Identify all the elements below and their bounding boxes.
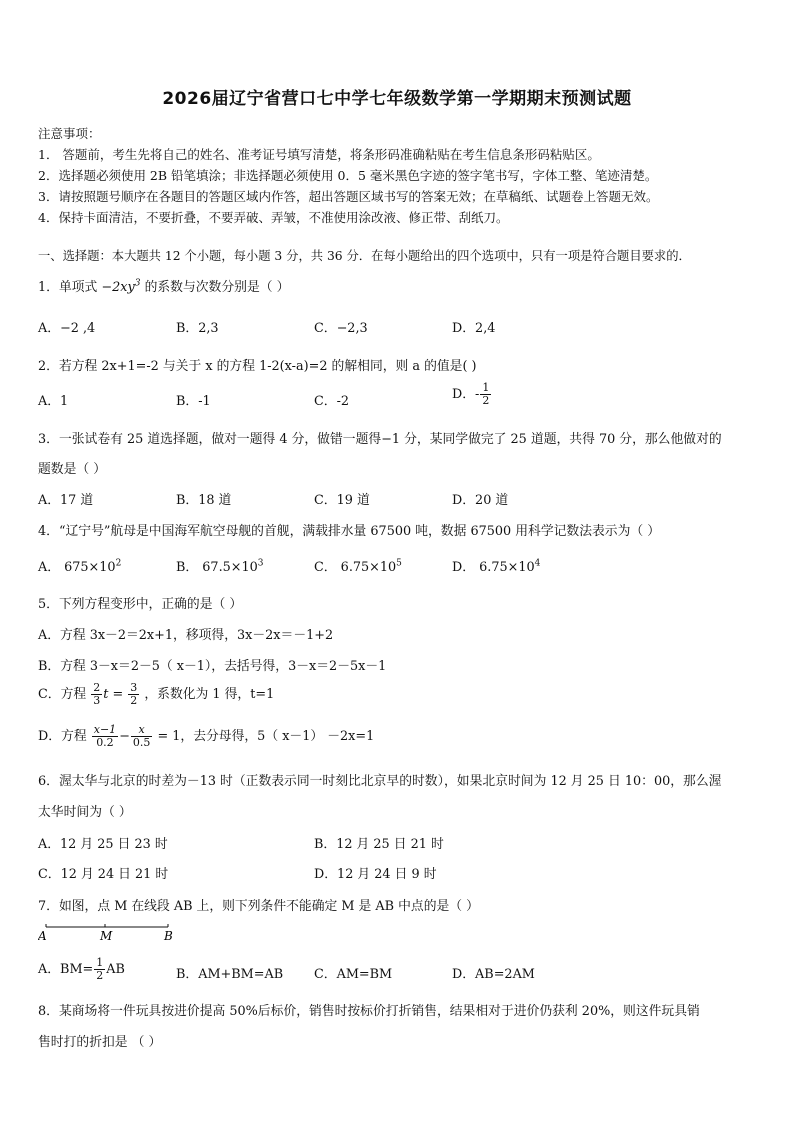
q5-d-n1: x−1	[93, 723, 117, 736]
question-2: 2．若方程 2x+1=-2 与关于 x 的方程 1-2(x-a)=2 的解相同，则 a 的值是( )	[38, 359, 477, 374]
q4-a-exp: 2	[115, 558, 122, 569]
q7-a-post: AB	[106, 962, 125, 977]
q4-option-d	[452, 556, 540, 575]
q5-c-frac-2	[128, 682, 139, 707]
question-3-line-1: 3．一张试卷有 25 道选择题，做对一题得 4 分，做错一题得−1 分，某同学做完了 25 道题，共得 70 分，那么他做对的	[38, 432, 722, 447]
q2-frac-den: 2	[482, 394, 490, 407]
q7-a-pre: A．BM=	[38, 962, 94, 977]
q2-fraction	[480, 382, 491, 407]
q7-option-a	[38, 957, 125, 982]
q7-a-den: 2	[96, 969, 104, 982]
q5-c-pre: C．方程	[38, 687, 87, 702]
notice-item-1: 1． 答题前，考生先将自己的姓名、准考证号填写清楚，将条形码准确粘贴在考生信息条形码粘贴区。	[38, 147, 600, 162]
q7-option-d: D．AB=2AM	[452, 967, 535, 982]
q6-option-b: B．12 月 25 日 21 时	[314, 837, 444, 852]
q5-c-d1: 3	[93, 694, 101, 707]
notice-item-3: 3．请按照题号顺序在各题目的答题区域内作答，超出答题区域书写的答案无效；在草稿纸、试题卷上答题无效。	[38, 189, 659, 204]
question-1	[38, 276, 289, 295]
q5-d-d2: 0.5	[132, 736, 151, 749]
q5-c-post: ，系数化为 1 得，t=1	[144, 687, 275, 702]
q2-option-b: B．-1	[176, 394, 211, 409]
q5-c-frac-1	[91, 682, 102, 707]
q5-d-post: = 1，去分母得，5（ x－1） －2x=1	[157, 729, 375, 744]
label-b: B	[164, 929, 173, 942]
q5-option-c	[38, 682, 274, 707]
q4-c-base: 6.75×10	[340, 560, 397, 575]
q5-c-t: t =	[103, 687, 124, 702]
q6-option-d: D．12 月 24 日 9 时	[314, 867, 437, 882]
q1-option-a: A．−2 ,4	[38, 321, 96, 336]
q6-option-c: C．12 月 24 日 21 时	[38, 867, 169, 882]
q7-a-frac	[94, 957, 105, 982]
q1-coef: −2	[101, 280, 121, 295]
q7-a-num: 1	[96, 956, 104, 969]
q1-exp: 3	[134, 278, 141, 289]
q5-c-n2: 3	[130, 681, 138, 694]
section-heading: 一、选择题：本大题共 12 个小题，每小题 3 分，共 36 分．在每小题给出的四个选项中，只有一项是符合题目要求的．	[38, 249, 691, 263]
q4-b-label: B．	[176, 560, 199, 575]
q5-d-d1: 0.2	[96, 736, 114, 749]
question-3-line-2: 题数是（ ）	[38, 462, 107, 477]
question-4: 4．“辽宁号”航母是中国海军航空母舰的首舰，满载排水量 67500 吨，数据 67500 用科学记数法表示为（ ）	[38, 524, 661, 539]
q6-option-a: A．12 月 25 日 23 时	[38, 837, 168, 852]
q3-option-b: B．18 道	[176, 493, 232, 508]
q5-d-frac-1	[92, 724, 118, 749]
q5-d-n2: x	[131, 724, 153, 737]
question-7: 7．如图，点 M 在线段 AB 上，则下列条件不能确定 M 是 AB 中点的是（ ）	[38, 899, 479, 914]
q4-option-a	[38, 556, 121, 575]
q4-a-label: A．	[38, 560, 61, 575]
q5-c-d2: 2	[130, 694, 138, 707]
q5-option-a: A．方程 3x－2＝2x+1，移项得，3x－2x＝－1+2	[38, 628, 334, 643]
q3-option-a: A．17 道	[38, 493, 94, 508]
notice-heading: 注意事项：	[38, 126, 101, 141]
q4-option-b	[176, 556, 264, 575]
q1-option-b: B．2,3	[176, 321, 219, 336]
q1-expression	[101, 280, 140, 295]
notice-item-2: 2．选择题必须使用 2B 铅笔填涂；非选择题必须使用 0．5 毫米黑色字迹的签字笔书写，字体工整、笔迹清楚。	[38, 168, 658, 183]
question-8-line-1: 8．某商场将一件玩具按进价提高 50%后标价，销售时按标价打折销售，结果相对于进价仍获利 20%，则这件玩具销	[38, 1004, 700, 1019]
q2-frac-num: 1	[482, 381, 490, 394]
label-a: A	[38, 929, 47, 942]
q4-b-base: 67.5×10	[202, 560, 258, 575]
q2-option-d-label: D．-	[452, 387, 480, 402]
q1-text-pre: 1．单项式	[38, 280, 98, 295]
q1-option-c: C．−2,3	[314, 321, 368, 336]
q4-c-exp: 5	[396, 558, 402, 569]
q4-b-exp: 3	[257, 558, 264, 569]
question-6-line-1: 6．渥太华与北京的时差为－13 时（正数表示同一时刻比北京早的时数），如果北京时间为 12 月 25 日 10：00，那么渥	[38, 774, 722, 789]
q7-option-c: C．AM=BM	[314, 967, 393, 982]
q1-text-post: 的系数与次数分别是（ ）	[144, 280, 290, 295]
q3-option-d: D．20 道	[452, 493, 509, 508]
q5-c-n1: 2	[93, 681, 101, 694]
question-6-line-2: 太华时间为（ ）	[38, 805, 132, 820]
question-5: 5．下列方程变形中，正确的是（ ）	[38, 597, 243, 612]
q5-option-d	[38, 724, 374, 749]
q5-d-pre: D．方程	[38, 729, 87, 744]
q2-option-d	[452, 382, 492, 407]
q5-d-frac-2	[131, 724, 153, 749]
q4-d-base: 6.75×10	[479, 560, 535, 575]
notice-item-4: 4．保持卡面清洁，不要折叠，不要弄破、弄皱，不准使用涂改液、修正带、刮纸刀。	[38, 210, 509, 225]
exam-title: 2026届辽宁省营口七中学七年级数学第一学期期末预测试题	[162, 89, 632, 109]
q1-var: xy	[120, 280, 135, 295]
q4-d-label: D．	[452, 560, 476, 575]
segment-ab-figure	[38, 920, 188, 942]
q2-option-a: A．1	[38, 394, 69, 409]
q4-option-c	[314, 556, 402, 575]
q3-option-c: C．19 道	[314, 493, 370, 508]
q2-option-c: C．-2	[314, 394, 350, 409]
q5-d-minus: −	[119, 729, 130, 744]
q4-c-label: C．	[314, 560, 337, 575]
question-8-line-2: 售时打的折扣是 （ ）	[38, 1035, 162, 1050]
q4-a-base: 675×10	[64, 560, 116, 575]
label-m: M	[100, 929, 113, 942]
q5-option-b: B．方程 3－x＝2－5（ x－1），去括号得，3－x＝2－5x－1	[38, 659, 387, 674]
q1-option-d: D．2,4	[452, 321, 496, 336]
q4-d-exp: 4	[534, 558, 541, 569]
q7-option-b: B．AM+BM=AB	[176, 967, 284, 982]
